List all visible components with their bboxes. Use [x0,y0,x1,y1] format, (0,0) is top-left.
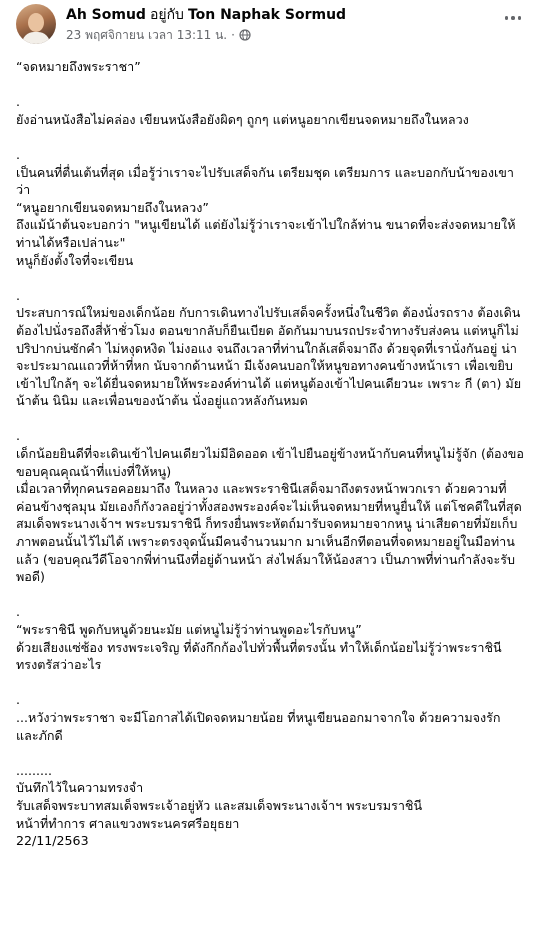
avatar-body [22,32,50,44]
meta-separator: · [231,28,235,42]
author-line [66,6,346,24]
post-title: “จดหมายถึงพระราชา” [16,59,141,74]
post-header [0,0,537,52]
post-paragraph: . เด็กน้อยยินดีที่จะเดินเข้าไปคนเดียวไม่มีอิดออด เข้าไปยืนอยู่ข้างหน้ากับคนที่หนูไม่รู้จัก (ต้องขอขอบคุณคุณน้าที่แบ่งที่ให้หนู) เมื่อเวลาที่ทุกคนรอคอยมาถึง ในหลวง และพระราชินีเสด็จมาถึงตรงหน้าพวกเรา ด้วยความที่ค่อนข้างชุลมุน มัยเองก็กังวลอยู่ว่าทั้งสองพระองค์จะไม่เห็นจดหมายที่หนูยื่นให้ แต่โชคดีในที่สุด สมเด็จพระนางเจ้าฯ พระบรมราชินี ก็ทรงยื่นพระหัตถ์มารับจดหมายจากหนู น่าเสียดายที่มัยเก็บภาพตอนนั้นไว้ไม่ได้ เพราะตรงจุดนั้นมีคนจำนวนมาก มาเห็นอีกทีตอนที่จดหมายอยู่ในมือท่านแล้ว (ขอบคุณวีดีโอจากพี่ท่านนึงที่อยู่ด้านหน้า ส่งไฟล์มาให้น้องสาว เป็นภาพที่ท่านกำลังจะรับพอดี) [16,428,524,585]
post-timestamp[interactable]: 23 พฤศจิกายน เวลา 13:11 น. [66,28,228,42]
post-signature: ......... บันทึกไว้ในความทรงจำ รับเสด็จพระบาทสมเด็จพระเจ้าอยู่หัว และสมเด็จพระนางเจ้าฯ พระบรมราชินี หน้าที่ทำการ ศาลแขวงพระนครศรีอยุธยา 22/11/2563 [16,762,423,849]
post-body [16,58,524,850]
post-meta [66,27,251,45]
globe-icon[interactable] [239,29,251,45]
tagged-person[interactable]: Ton Naphak Sormud [187,7,347,23]
post-paragraph: . ...หวังว่าพระราชา จะมีโอกาสได้เปิดจดหมายน้อย ที่หนูเขียนออกมาจากใจ ด้วยความจงรัก และภักดี [16,692,501,743]
post-paragraph: . “พระราชินี พูดกับหนูด้วยนะมัย แต่หนูไม่รู้ว่าท่านพูดอะไรกับหนู” ด้วยเสียงแซ่ซ้อง ทรงพระเจริญ ที่ดังกึกก้องไปทั่วพื้นที่ตรงนั้น ทำให้เด็กน้อยไม่รู้ว่าพระราชินี ทรงตรัสว่าอะไร [16,604,502,673]
more-options-icon[interactable] [499,8,527,28]
post-paragraph: . ยังอ่านหนังสือไม่คล่อง เขียนหนังสือยังผิดๆ ถูกๆ แต่หนูอยากเขียนจดหมายถึงในหลวง [16,94,469,127]
post-paragraph: . เป็นคนที่ตื่นเต้นที่สุด เมื่อรู้ว่าเราจะไปรับเสด็จกัน เตรียมชุด เตรียมการ และบอกกับน้าของเขาว่า “หนูอยากเขียนจดหมายถึงในหลวง” ถึงแม้น้าต้นจะบอกว่า "หนูเขียนได้ แต่ยังไม่รู้ว่าเราจะเข้าไปใกล้ท่าน ขนาดที่จะส่งจดหมายให้ท่านได้หรือเปล่านะ" หนูก็ยังตั้งใจที่จะเขียน [16,146,516,268]
with-text: อยู่กับ [149,7,184,23]
avatar-face [28,13,44,32]
author-name[interactable]: Ah Somud [66,7,146,23]
post-paragraph: . ประสบการณ์ใหม่ของเด็กน้อย กับการเดินทางไปรับเสด็จครั้งหนึ่งในชีวิต ต้องนั่งรถราง ต้องเดิน ต้องไปนั่งรอถึงสี่ห้าชั่วโมง ตอนขากลับก็ยืนเบียด อัดกันมาบนรถประจำทางรับส่งคน แต่หนูก็ไม่ปริปากบ่นซักคำ ไม่หงุดหงิด ไม่งอแง จนถึงเวลาที่ท่านใกล้เสด็จมาถึง ด้วยจุดที่เรานั่งกันอยู่ น่าจะประมาณแถวที่ห้าที่หก นับจากด้านหน้า มีเจ้งคนบอกให้หนูขอทางคนข้างหน้าเรา เพื่อเขยิบเข้าไปใกล้ๆ จะได้ยื่นจดหมายให้พระองค์ท่านได้ แต่หนูต้องเข้าไปคนเดียวนะ เพราะ กี (ตา) มัย น้าต้น นินิม และเพื่อนของน้าต้น นั่งอยู่แถวหลังกันหมด [16,287,522,409]
avatar[interactable] [16,4,56,44]
